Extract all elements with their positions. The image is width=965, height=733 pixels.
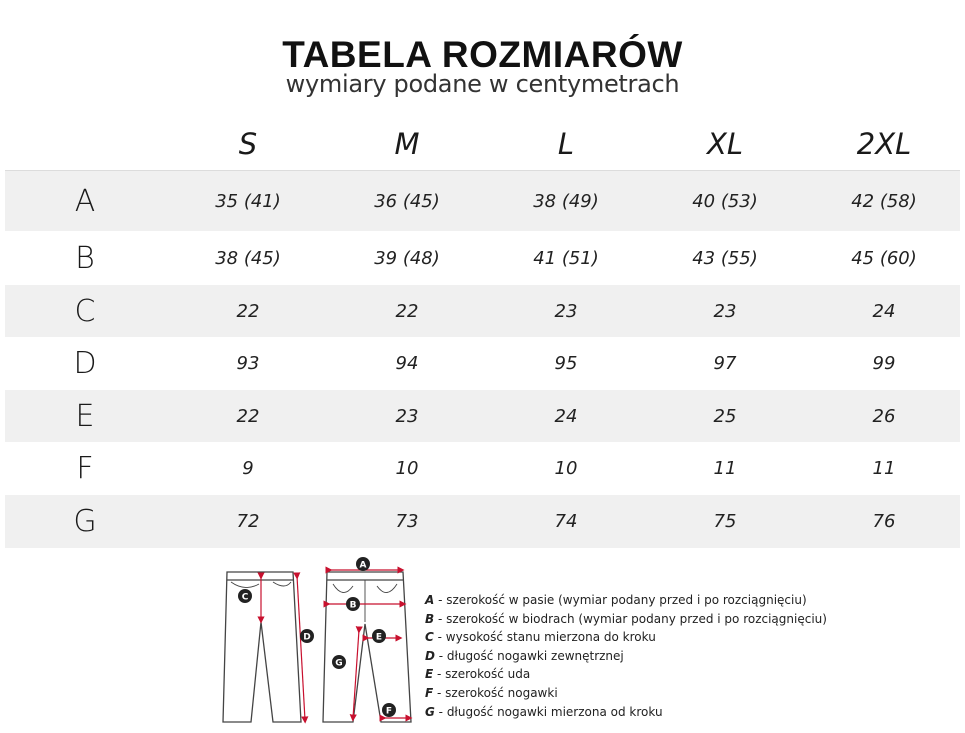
svg-text:B: B (349, 600, 357, 611)
table-cell: 73 (395, 511, 419, 532)
table-row-c (5, 285, 960, 337)
table-cell: 94 (395, 353, 419, 374)
table-cell: 38 (49) (533, 190, 599, 212)
svg-text:F: F (385, 706, 393, 717)
row-label: B (75, 240, 95, 276)
table-cell: 41 (51) (533, 247, 599, 269)
table-cell: 35 (41) (215, 190, 281, 212)
size-header-2xl: 2XL (856, 126, 912, 161)
legend-item-e: E - szerokość uda (425, 667, 531, 682)
svg-text:D: D (303, 632, 311, 643)
table-cell: 42 (58) (851, 190, 917, 212)
table-cell: 22 (395, 300, 419, 322)
table-cell: 11 (713, 458, 737, 479)
marker-b-icon (346, 597, 360, 611)
marker-f-icon (382, 703, 396, 717)
marker-e-icon (372, 629, 386, 643)
table-cell: 74 (554, 511, 578, 532)
table-cell: 25 (713, 405, 737, 427)
table-cell: 38 (45) (215, 247, 281, 269)
table-cell: 99 (872, 353, 896, 374)
size-header-l: L (557, 126, 575, 161)
size-header-s: S (238, 126, 258, 161)
table-cell: 93 (236, 353, 260, 374)
table-cell: 23 (395, 405, 419, 427)
svg-text:C: C (241, 592, 249, 603)
row-label: C (74, 293, 96, 329)
svg-text:G: G (335, 658, 343, 669)
table-cell: 36 (45) (374, 190, 440, 212)
row-label: A (74, 183, 96, 219)
size-table (5, 117, 960, 548)
marker-g-icon (332, 655, 346, 669)
pants-diagram (215, 552, 415, 730)
legend-item-f: F - szerokość nogawki (425, 685, 558, 700)
page-subtitle: wymiary podane w centymetrach (285, 70, 680, 98)
table-cell: 45 (60) (851, 247, 917, 269)
legend-item-g: G - długość nogawki mierzona od kroku (425, 704, 663, 719)
size-header-m: M (394, 126, 420, 161)
table-cell: 9 (242, 458, 254, 479)
table-cell: 26 (872, 405, 896, 427)
row-label: E (75, 398, 95, 434)
page-title: TABELA ROZMIARÓW (282, 34, 683, 75)
table-row-f (5, 442, 960, 495)
table-row-b (5, 231, 960, 285)
table-cell: 43 (55) (692, 247, 758, 269)
legend-item-d: D - długość nogawki zewnętrznej (425, 648, 624, 663)
table-row-d (5, 337, 960, 390)
table-cell: 23 (554, 300, 578, 322)
row-label: G (73, 504, 97, 539)
table-cell: 40 (53) (692, 190, 758, 212)
table-cell: 23 (713, 300, 737, 322)
size-header-row (5, 117, 960, 171)
marker-d-icon (300, 629, 314, 643)
table-row-g (5, 495, 960, 548)
table-cell: 22 (236, 405, 260, 427)
svg-text:A: A (359, 560, 367, 571)
table-cell: 75 (713, 511, 737, 532)
row-label: F (76, 451, 94, 486)
row-label: D (73, 346, 97, 381)
table-row-e (5, 390, 960, 442)
measurement-legend (425, 591, 827, 721)
legend-item-c: C - wysokość stanu mierzona do kroku (425, 630, 656, 645)
table-cell: 97 (713, 353, 737, 374)
table-cell: 72 (236, 511, 260, 532)
marker-c-icon (238, 589, 252, 603)
size-header-xl: XL (706, 126, 744, 161)
pants-back-view (223, 572, 301, 722)
svg-text:E: E (375, 632, 383, 643)
table-cell: 76 (872, 511, 896, 532)
table-cell: 24 (872, 300, 896, 322)
table-cell: 11 (872, 458, 896, 479)
marker-a-icon (356, 557, 370, 571)
legend-item-b: B - szerokość w biodrach (wymiar podany przed i po rozciągnięciu) (425, 611, 827, 626)
table-cell: 39 (48) (374, 247, 440, 269)
table-cell: 95 (554, 353, 578, 374)
table-cell: 10 (395, 458, 419, 479)
table-row-a (5, 171, 960, 231)
table-cell: 24 (554, 405, 578, 427)
pants-front-view (323, 572, 411, 722)
table-cell: 22 (236, 300, 260, 322)
table-cell: 10 (554, 458, 578, 479)
legend-item-a: A - szerokość w pasie (wymiar podany przed i po rozciągnięciu) (425, 593, 807, 607)
